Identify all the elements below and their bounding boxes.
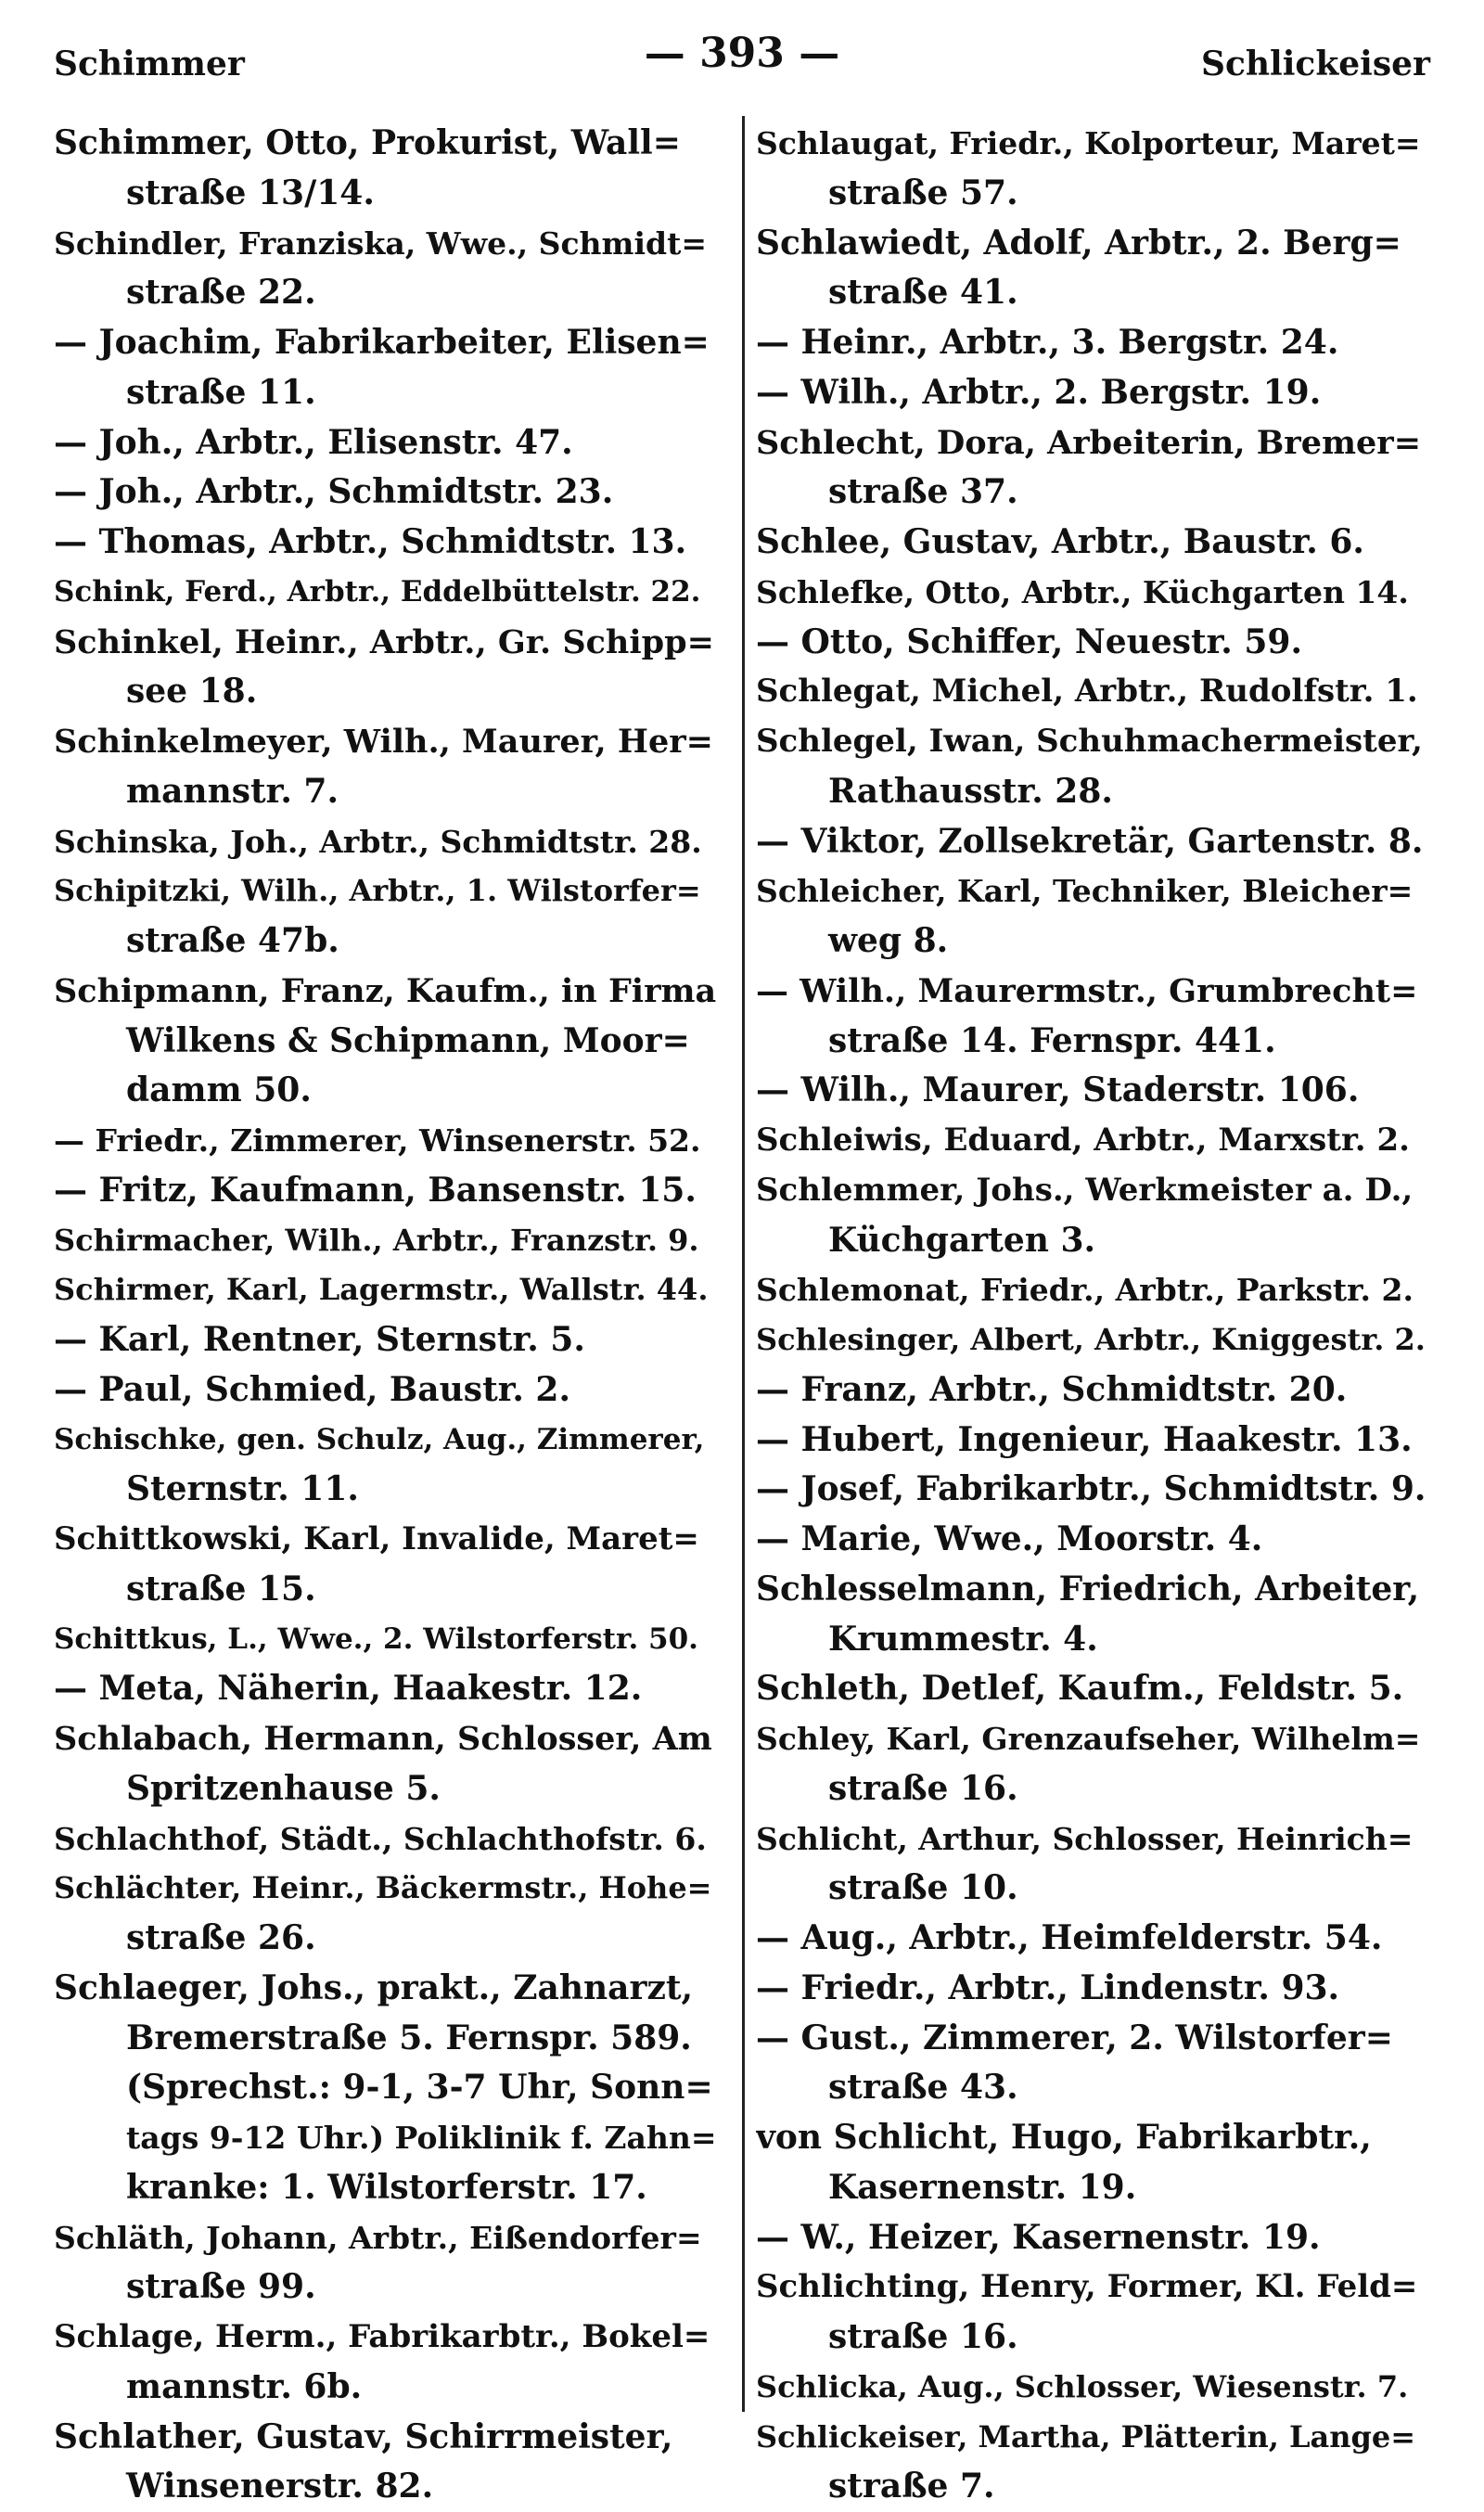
entry-line: von Schlicht, Hugo, Fabrikarbtr., bbox=[756, 2118, 1372, 2157]
entry-line: — Wilh., Maurer, Staderstr. 106. bbox=[756, 1070, 1360, 1110]
entry-line: Schlabach, Hermann, Schlosser, Am bbox=[54, 1720, 712, 1758]
right-column bbox=[756, 119, 1426, 2512]
entry-line: Schlee, Gustav, Arbtr., Baustr. 6. bbox=[756, 522, 1364, 561]
left-column bbox=[54, 119, 716, 2512]
entry-line: Schimmer, Otto, Prokurist, Wall= bbox=[54, 123, 681, 162]
entry-continuation-line: Sternstr. 11. bbox=[126, 1469, 359, 1509]
entry-continuation-line: straße 99. bbox=[126, 2267, 316, 2307]
entry-continuation-line: Winsenerstr. 82. bbox=[126, 2467, 434, 2506]
entry-line: Schleth, Detlef, Kaufm., Feldstr. 5. bbox=[756, 1669, 1404, 1709]
entry-line: Schlichting, Henry, Former, Kl. Feld= bbox=[756, 2268, 1418, 2306]
entry-line: — Gust., Zimmerer, 2. Wilstorfer= bbox=[756, 2018, 1393, 2057]
entry-continuation-line: straße 10. bbox=[828, 1868, 1018, 1908]
entry-line: Schlemmer, Johs., Werkmeister a. D., bbox=[756, 1171, 1414, 1209]
entry-line: Schlage, Herm., Fabrikarbtr., Bokel= bbox=[54, 2318, 710, 2355]
entry-continuation-line: straße 26. bbox=[126, 1918, 316, 1957]
page-header bbox=[54, 28, 1430, 93]
entry-line: Schlicht, Arthur, Schlosser, Heinrich= bbox=[756, 1820, 1414, 1857]
entry-line: Schlesinger, Albert, Arbtr., Kniggestr. 2. bbox=[756, 1322, 1426, 1357]
entry-line: Schlecht, Dora, Arbeiterin, Bremer= bbox=[756, 423, 1422, 462]
entry-line: Schlegat, Michel, Arbtr., Rudolfstr. 1. bbox=[756, 673, 1418, 711]
entry-line: Schlachthof, Städt., Schlachthofstr. 6. bbox=[54, 1820, 707, 1857]
entry-line: — Viktor, Zollsekretär, Gartenstr. 8. bbox=[756, 821, 1424, 861]
entry-line: — W., Heizer, Kasernenstr. 19. bbox=[756, 2217, 1321, 2257]
entry-line: Schirmer, Karl, Lagermstr., Wallstr. 44. bbox=[54, 1272, 709, 1308]
entry-line: Schinska, Joh., Arbtr., Schmidtstr. 28. bbox=[54, 823, 702, 860]
entry-continuation-line: straße 7. bbox=[828, 2467, 995, 2506]
entry-continuation-line: Spritzenhause 5. bbox=[126, 1768, 441, 1808]
entry-continuation-line: weg 8. bbox=[828, 921, 949, 960]
entry-line: Schink, Ferd., Arbtr., Eddelbüttelstr. 22. bbox=[54, 574, 701, 609]
entry-line: Schleicher, Karl, Techniker, Bleicher= bbox=[756, 873, 1414, 910]
column-divider bbox=[742, 116, 745, 2412]
entry-line: — Joh., Arbtr., Schmidtstr. 23. bbox=[54, 472, 614, 512]
entry-line: Schipmann, Franz, Kaufm., in Firma bbox=[54, 971, 716, 1010]
entry-line: — Friedr., Arbtr., Lindenstr. 93. bbox=[756, 1967, 1340, 2007]
entry-line: Schlickeiser, Martha, Plätterin, Lange= bbox=[756, 2418, 1416, 2454]
entry-line: Schläth, Johann, Arbtr., Eißendorfer= bbox=[54, 2219, 702, 2256]
entry-line: Schirmacher, Wilh., Arbtr., Franzstr. 9. bbox=[54, 1222, 699, 1258]
entry-line: — Joh., Arbtr., Elisenstr. 47. bbox=[54, 422, 573, 462]
entry-line: — Paul, Schmied, Baustr. 2. bbox=[54, 1369, 571, 1409]
entry-line: — Aug., Arbtr., Heimfelderstr. 54. bbox=[756, 1918, 1383, 1957]
entry-continuation-line: straße 15. bbox=[126, 1569, 316, 1608]
entry-continuation-line: straße 14. Fernspr. 441. bbox=[828, 1020, 1276, 1060]
entry-line: Schleiwis, Eduard, Arbtr., Marxstr. 2. bbox=[756, 1121, 1410, 1159]
header-first-entry: Schimmer bbox=[54, 45, 245, 83]
entry-line: — Friedr., Zimmerer, Winsenerstr. 52. bbox=[54, 1122, 701, 1159]
entry-line: Schischke, gen. Schulz, Aug., Zimmerer, bbox=[54, 1422, 705, 1456]
entry-line: Schlemonat, Friedr., Arbtr., Parkstr. 2. bbox=[756, 1272, 1414, 1309]
entry-continuation-line: straße 37. bbox=[828, 472, 1018, 512]
entry-line: — Joachim, Fabrikarbeiter, Elisen= bbox=[54, 323, 710, 362]
entry-continuation-line: see 18. bbox=[126, 672, 258, 711]
entry-continuation-line: tags 9-12 Uhr.) Poliklinik f. Zahn= bbox=[126, 2120, 716, 2156]
entry-continuation-line: straße 41. bbox=[828, 273, 1018, 313]
entry-line: — Wilh., Arbtr., 2. Bergstr. 19. bbox=[756, 372, 1322, 412]
entry-line: Schlaugat, Friedr., Kolporteur, Maret= bbox=[756, 125, 1421, 161]
entry-continuation-line: straße 57. bbox=[828, 173, 1018, 212]
entry-line: Schlicka, Aug., Schlosser, Wiesenstr. 7. bbox=[756, 2368, 1409, 2404]
entry-continuation-line: Rathausstr. 28. bbox=[828, 771, 1113, 811]
entry-line: Schindler, Franziska, Wwe., Schmidt= bbox=[54, 224, 707, 262]
entry-continuation-line: straße 47b. bbox=[126, 921, 339, 960]
entry-line: Schipitzki, Wilh., Arbtr., 1. Wilstorfer= bbox=[54, 873, 701, 909]
entry-continuation-line: mannstr. 7. bbox=[126, 771, 339, 811]
entry-continuation-line: Kasernenstr. 19. bbox=[828, 2167, 1137, 2207]
entry-line: — Josef, Fabrikarbtr., Schmidtstr. 9. bbox=[756, 1469, 1426, 1509]
entry-line: Schlather, Gustav, Schirrmeister, bbox=[54, 2416, 673, 2456]
entry-line: Schinkelmeyer, Wilh., Maurer, Her= bbox=[54, 723, 713, 761]
page-number: — 393 — bbox=[644, 30, 840, 77]
entry-continuation-line: straße 16. bbox=[828, 2317, 1018, 2356]
entry-line: Schley, Karl, Grenzaufseher, Wilhelm= bbox=[756, 1721, 1421, 1757]
entry-line: — Heinr., Arbtr., 3. Bergstr. 24. bbox=[756, 323, 1339, 362]
header-last-entry: Schlickeiser bbox=[1200, 45, 1430, 83]
entry-continuation-line: Krummestr. 4. bbox=[828, 1619, 1098, 1659]
entry-line: Schittkus, L., Wwe., 2. Wilstorferstr. 50. bbox=[54, 1621, 698, 1656]
entry-continuation-line: Bremerstraße 5. Fernspr. 589. bbox=[126, 2018, 692, 2057]
entry-line: Schittkowski, Karl, Invalide, Maret= bbox=[54, 1520, 699, 1557]
entry-line: Schinkel, Heinr., Arbtr., Gr. Schipp= bbox=[54, 622, 714, 661]
entry-line: — Marie, Wwe., Moorstr. 4. bbox=[756, 1519, 1263, 1558]
entry-line: Schlegel, Iwan, Schuhmachermeister, bbox=[756, 723, 1423, 760]
entry-continuation-line: straße 16. bbox=[828, 1768, 1018, 1808]
entry-line: — Hubert, Ingenieur, Haakestr. 13. bbox=[756, 1419, 1413, 1459]
entry-continuation-line: mannstr. 6b. bbox=[126, 2366, 363, 2406]
entry-line: — Thomas, Arbtr., Schmidtstr. 13. bbox=[54, 522, 687, 561]
entry-line: — Wilh., Maurermstr., Grumbrecht= bbox=[756, 971, 1418, 1010]
entry-continuation-line: kranke: 1. Wilstorferstr. 17. bbox=[126, 2167, 647, 2207]
entry-continuation-line: straße 22. bbox=[126, 273, 316, 313]
entry-line: — Otto, Schiffer, Neuestr. 59. bbox=[756, 622, 1303, 661]
entry-continuation-line: Küchgarten 3. bbox=[828, 1220, 1096, 1260]
entry-line: — Karl, Rentner, Sternstr. 5. bbox=[54, 1320, 585, 1359]
entry-continuation-line: damm 50. bbox=[126, 1070, 312, 1110]
entry-continuation-line: Wilkens & Schipmann, Moor= bbox=[126, 1020, 690, 1060]
entry-line: — Fritz, Kaufmann, Bansenstr. 15. bbox=[54, 1170, 697, 1210]
entry-line: — Franz, Arbtr., Schmidtstr. 20. bbox=[756, 1369, 1348, 1409]
entry-line: — Meta, Näherin, Haakestr. 12. bbox=[54, 1669, 643, 1709]
entry-continuation-line: straße 43. bbox=[828, 2068, 1018, 2108]
entry-continuation-line: (Sprechst.: 9-1, 3-7 Uhr, Sonn= bbox=[126, 2068, 713, 2108]
entry-line: Schlaeger, Johs., prakt., Zahnarzt, bbox=[54, 1967, 694, 2007]
entry-line: Schlefke, Otto, Arbtr., Küchgarten 14. bbox=[756, 573, 1409, 610]
entry-continuation-line: straße 11. bbox=[126, 372, 316, 412]
entry-line: Schlesselmann, Friedrich, Arbeiter, bbox=[756, 1569, 1420, 1608]
entry-continuation-line: straße 13/14. bbox=[126, 173, 375, 212]
entry-line: Schlawiedt, Adolf, Arbtr., 2. Berg= bbox=[756, 223, 1401, 263]
entry-line: Schlächter, Heinr., Bäckermstr., Hohe= bbox=[54, 1870, 712, 1906]
